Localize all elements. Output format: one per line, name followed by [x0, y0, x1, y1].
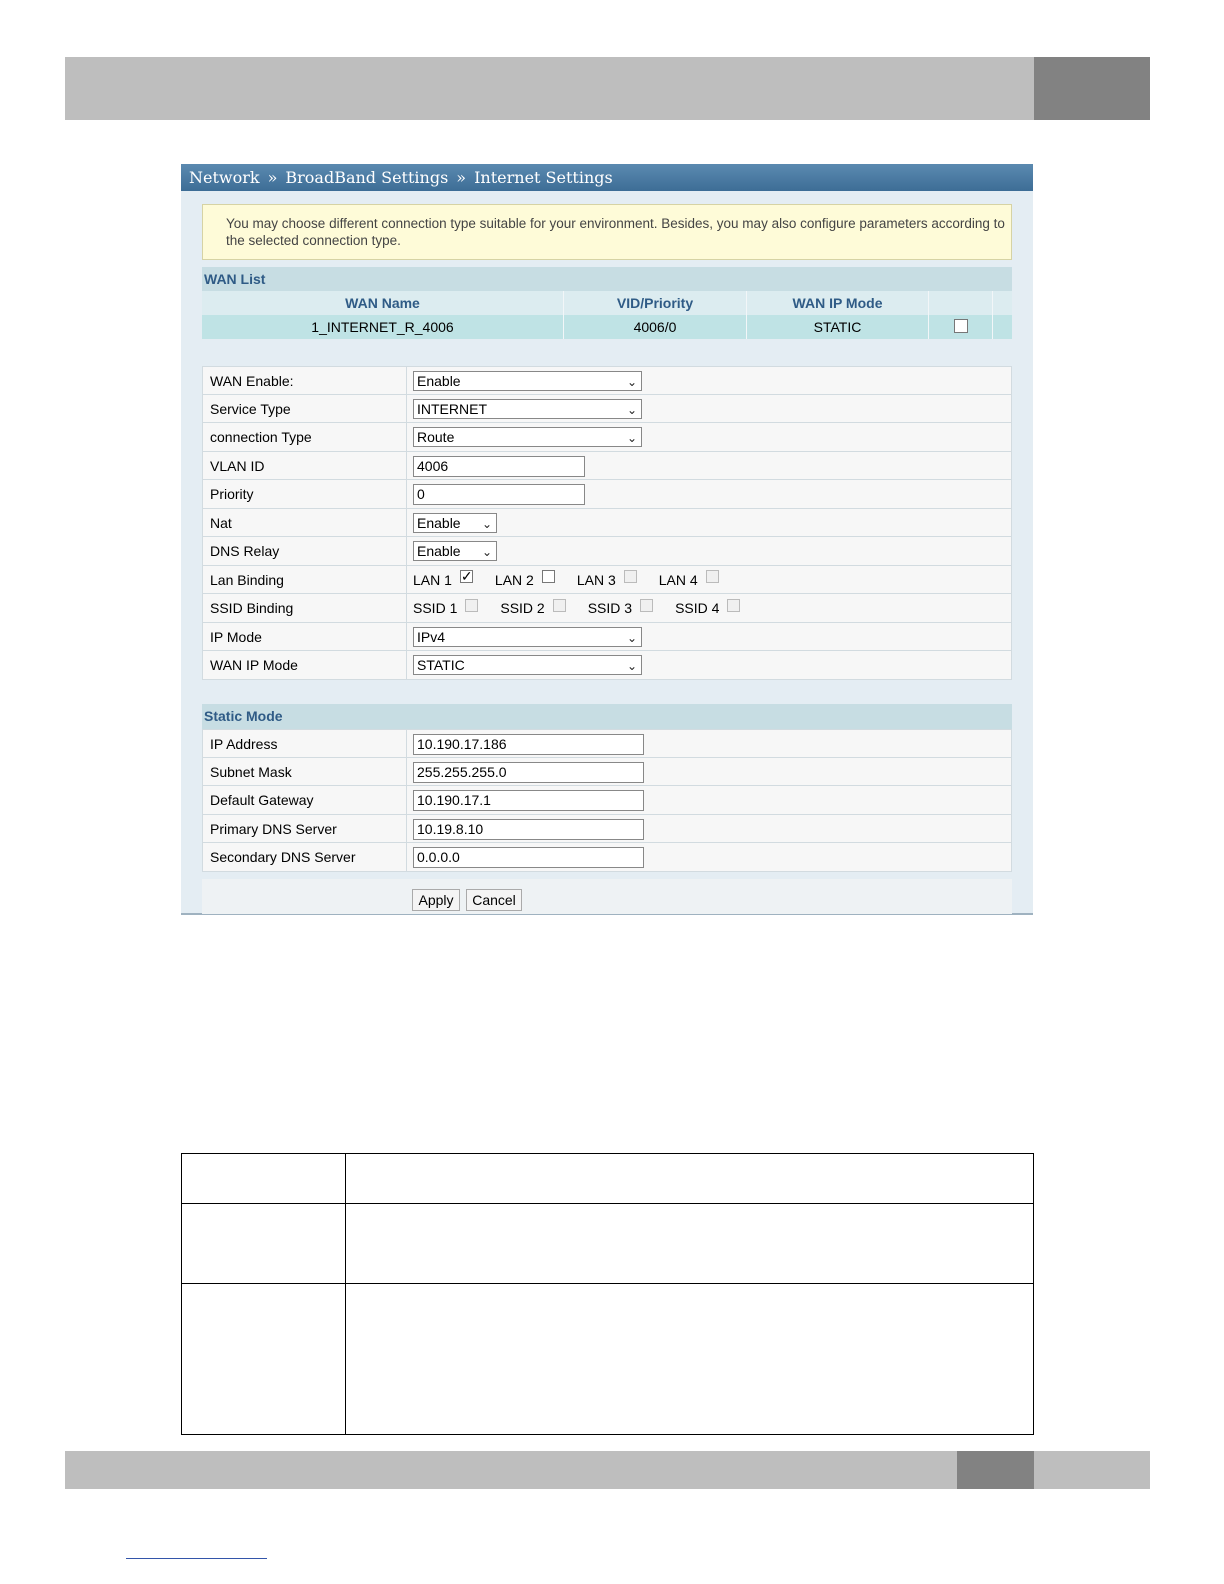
- lan1-label: LAN 1: [413, 571, 452, 588]
- lan3-label: LAN 3: [576, 571, 616, 588]
- default-gateway-label: Default Gateway: [210, 792, 314, 808]
- ssid-binding-group: [413, 594, 762, 622]
- wan-list-title: WAN List: [202, 267, 1012, 291]
- ip-address-row: [202, 729, 1012, 758]
- connection-type-select[interactable]: [413, 427, 642, 447]
- nat-value: Enable: [417, 514, 461, 531]
- wan-ip-mode-cell: STATIC: [747, 315, 929, 339]
- lan-binding-group: [413, 566, 741, 594]
- ip-mode-row: [202, 623, 1012, 652]
- col-wan-name: WAN Name: [202, 291, 564, 315]
- dns-relay-row: [202, 537, 1012, 566]
- priority-row: [202, 480, 1012, 509]
- ssid4-checkbox: [727, 599, 740, 612]
- ssid3-label: SSID 3: [587, 600, 633, 616]
- table-row: [182, 1154, 1034, 1204]
- breadcrumb-broadband[interactable]: BroadBand Settings: [285, 168, 449, 187]
- chevron-down-icon: ⌄: [626, 375, 637, 389]
- col-extra: [993, 291, 1012, 315]
- select-cell: [929, 315, 993, 339]
- primary-dns-label: Primary DNS Server: [210, 820, 337, 837]
- lan3-checkbox: [624, 570, 637, 583]
- ssid-binding-row: [202, 594, 1012, 623]
- router-settings-screenshot: [181, 164, 1033, 915]
- priority-label: Priority: [210, 486, 254, 502]
- apply-button[interactable]: Apply: [412, 889, 460, 911]
- nat-select[interactable]: [413, 513, 497, 533]
- ip-mode-label: IP Mode: [210, 628, 262, 645]
- vlan-id-input[interactable]: 4006: [413, 456, 585, 477]
- document-table: [181, 1153, 1034, 1435]
- wan-enable-label: WAN Enable:: [210, 373, 294, 389]
- wan-name-cell: 1_INTERNET_R_4006: [202, 315, 564, 339]
- subnet-mask-row: [202, 758, 1012, 787]
- wan-enable-select[interactable]: [413, 371, 642, 391]
- primary-dns-input[interactable]: 10.19.8.10: [413, 819, 644, 840]
- page-footer-block: [957, 1451, 1034, 1489]
- ip-mode-select[interactable]: [413, 627, 642, 647]
- default-gateway-row: [202, 786, 1012, 815]
- breadcrumb-internet: Internet Settings: [474, 168, 613, 187]
- chevron-down-icon: ⌄: [481, 516, 492, 531]
- primary-dns-row: [202, 815, 1012, 844]
- col-vid-priority: VID/Priority: [564, 291, 747, 315]
- vlan-id-row: [202, 452, 1012, 481]
- ip-address-input[interactable]: 10.190.17.186: [413, 734, 644, 755]
- connection-type-value: Route: [417, 429, 455, 445]
- secondary-dns-label: Secondary DNS Server: [210, 849, 356, 865]
- ssid-binding-label: SSID Binding: [210, 600, 294, 616]
- nat-row: [202, 509, 1012, 538]
- chevron-down-icon: ⌄: [626, 431, 637, 445]
- table-row: [182, 1204, 1034, 1284]
- breadcrumb-network[interactable]: Network: [189, 168, 260, 187]
- col-select: [929, 291, 993, 315]
- form-actions: [202, 879, 1012, 914]
- wan-ip-mode-value: STATIC: [417, 657, 465, 673]
- notice-box: You may choose different connection type suitable for your environment. Besides, you may also configure parameters according to the selected connection type.: [202, 204, 1012, 260]
- service-type-row: [202, 395, 1012, 424]
- wan-ip-mode-label: WAN IP Mode: [210, 657, 298, 673]
- priority-input[interactable]: 0: [413, 484, 585, 505]
- vid-priority-cell: 4006/0: [564, 315, 747, 339]
- default-gateway-input[interactable]: 10.190.17.1: [413, 790, 644, 811]
- wan-row-checkbox[interactable]: [954, 319, 968, 333]
- lan-binding-row: [202, 566, 1012, 595]
- subnet-mask-input[interactable]: 255.255.255.0: [413, 762, 644, 783]
- lan2-label: LAN 2: [494, 571, 534, 588]
- ip-mode-value: IPv4: [417, 628, 446, 645]
- ssid4-label: SSID 4: [675, 600, 720, 616]
- secondary-dns-input[interactable]: 0.0.0.0: [413, 847, 644, 868]
- ip-address-label: IP Address: [210, 736, 278, 752]
- secondary-dns-row: [202, 843, 1012, 872]
- ssid1-checkbox: [465, 599, 478, 612]
- connection-type-row: [202, 423, 1012, 452]
- breadcrumb-separator: »: [456, 168, 467, 187]
- wan-enable-value: Enable: [417, 373, 461, 389]
- service-type-select[interactable]: [413, 399, 642, 419]
- lan2-checkbox[interactable]: [542, 570, 555, 583]
- footer-link-underline: [126, 1558, 267, 1559]
- service-type-label: Service Type: [210, 400, 291, 417]
- lan4-label: LAN 4: [658, 571, 698, 588]
- wan-ip-mode-row: [202, 651, 1012, 680]
- connection-type-label: connection Type: [210, 429, 312, 445]
- lan-binding-label: Lan Binding: [210, 571, 284, 588]
- page-header-block: [1034, 57, 1150, 120]
- wan-settings-form: [202, 366, 1012, 680]
- chevron-down-icon: ⌄: [626, 630, 637, 645]
- breadcrumb-separator: »: [267, 168, 278, 187]
- breadcrumb: [181, 164, 1033, 191]
- wan-ip-mode-select[interactable]: [413, 655, 642, 675]
- ssid2-checkbox: [553, 599, 566, 612]
- wan-list-header: [202, 291, 1012, 315]
- chevron-down-icon: ⌄: [481, 545, 492, 559]
- dns-relay-select[interactable]: [413, 541, 497, 561]
- page-header-bar: [65, 57, 1034, 120]
- chevron-down-icon: ⌄: [626, 659, 637, 673]
- static-mode-form: [202, 729, 1012, 872]
- nat-label: Nat: [210, 514, 232, 531]
- lan1-checkbox[interactable]: ✓: [460, 568, 473, 584]
- ssid3-checkbox: [640, 599, 653, 612]
- cancel-button[interactable]: Cancel: [466, 889, 522, 911]
- col-wan-ip-mode: WAN IP Mode: [747, 291, 929, 315]
- table-row[interactable]: [202, 315, 1012, 339]
- lan4-checkbox: [706, 570, 719, 583]
- static-mode-title: Static Mode: [202, 704, 1012, 729]
- service-type-value: INTERNET: [417, 400, 487, 417]
- subnet-mask-label: Subnet Mask: [210, 763, 292, 780]
- wan-enable-row: [202, 366, 1012, 395]
- ssid2-label: SSID 2: [500, 600, 545, 616]
- chevron-down-icon: ⌄: [626, 402, 637, 417]
- vlan-id-label: VLAN ID: [210, 457, 265, 474]
- dns-relay-value: Enable: [417, 543, 461, 559]
- ssid1-label: SSID 1: [413, 600, 458, 616]
- table-row: [182, 1284, 1034, 1435]
- dns-relay-label: DNS Relay: [210, 543, 280, 559]
